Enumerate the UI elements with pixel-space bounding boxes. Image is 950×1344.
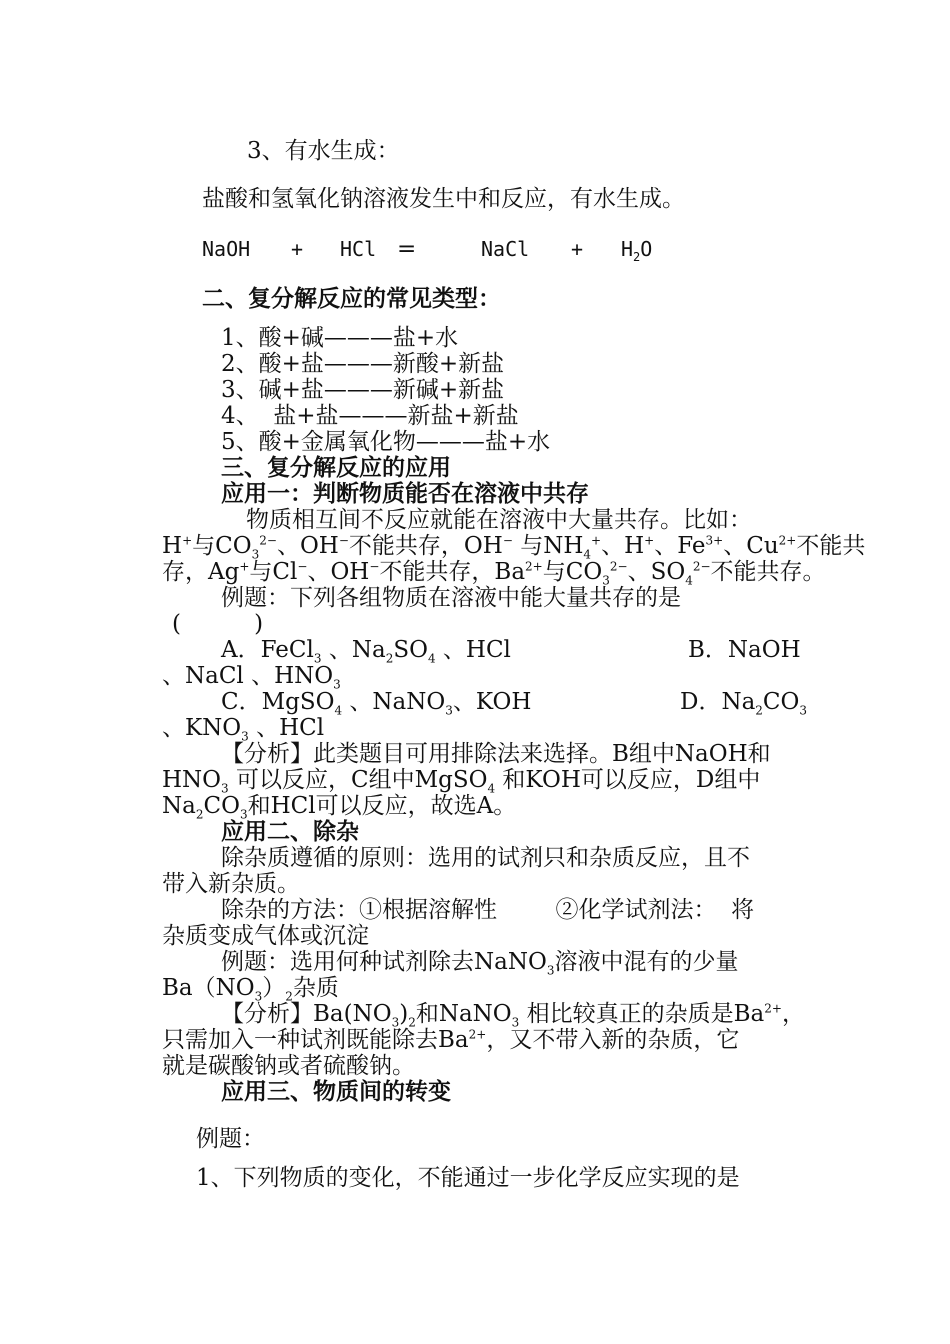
charge: 2− <box>259 533 277 548</box>
example-text: 杂质 <box>292 975 339 1001</box>
eq-water-o: O <box>640 237 653 261</box>
ion-nh4: NH <box>543 533 584 559</box>
ion-oh: OH <box>299 533 339 559</box>
analysis2-line-1 <box>221 1001 805 1030</box>
option-a-text: SO <box>393 637 428 663</box>
text-and: 与 <box>520 533 544 559</box>
option-d-text: 、KNO <box>162 715 242 741</box>
text-cannot-coexist: 不能共存。 <box>710 559 826 585</box>
charge: + <box>591 533 602 548</box>
application1-intro: 物质相互间不反应就能在溶液中大量共存。比如： <box>246 507 752 533</box>
charge: − <box>297 559 308 574</box>
option-d-text: 、HCl <box>248 715 325 741</box>
charge: 3+ <box>705 533 724 548</box>
option-a <box>221 637 511 666</box>
charge: + <box>239 559 250 574</box>
analysis-text: 相比较真正的杂质是Ba <box>519 1001 765 1027</box>
option-c-text: C．MgSO <box>221 689 335 715</box>
subscript: 3 <box>241 729 249 744</box>
types-heading: 二、复分解反应的常见类型： <box>202 285 501 312</box>
example2-line-1 <box>221 949 739 978</box>
option-c <box>221 689 532 718</box>
example-text: 溶液中混有的少量 <box>554 949 739 975</box>
ion-so4: SO <box>650 559 686 585</box>
option-d-cont <box>162 715 325 744</box>
option-b-cont <box>162 663 341 692</box>
analysis1-line-2 <box>162 767 761 796</box>
section3-heading: 3、有水生成： <box>247 138 400 164</box>
ion-cu: Cu <box>746 533 779 559</box>
ion-fe: Fe <box>677 533 706 559</box>
charge: 2+ <box>764 1001 782 1016</box>
subscript: 3 <box>239 807 248 822</box>
analysis-text: ) <box>399 1001 409 1027</box>
charge: − <box>369 559 380 574</box>
subscript: 2 <box>195 807 204 822</box>
analysis2-line-3: 就是碳酸钠或者硫酸钠。 <box>162 1053 415 1079</box>
charge: 2+ <box>778 533 797 548</box>
example-text: ） <box>262 975 286 1001</box>
analysis-text: 和HCl可以反应，故选A。 <box>247 793 517 819</box>
ion-co3: CO <box>565 559 603 585</box>
subscript: 2 <box>755 703 763 718</box>
application2-principle-1: 除杂质遵循的原则：选用的试剂只和杂质反应，且不 <box>221 845 750 871</box>
ion-ba: Ba <box>494 559 526 585</box>
charge: + <box>644 533 655 548</box>
eq-water-sub: 2 <box>633 250 641 264</box>
ion-ag: Ag <box>208 559 240 585</box>
eq-naoh: NaOH <box>202 237 251 261</box>
separator: 、 <box>307 559 331 585</box>
analysis-text: 只需加入一种试剂既能除去Ba <box>162 1027 469 1053</box>
separator: 、 <box>276 533 300 559</box>
type-item: 4、 盐+盐———新盐+新盐 <box>221 403 519 429</box>
option-a-text: 、Na <box>321 637 386 663</box>
application2-heading: 应用二、除杂 <box>221 818 359 845</box>
eq-plus-1: + <box>291 237 304 261</box>
subscript: 4 <box>487 781 496 796</box>
analysis-text: 可以反应，C组中MgSO <box>228 767 488 793</box>
text-exist: 存， <box>162 559 208 585</box>
application3-heading: 应用三、物质间的转变 <box>221 1078 451 1105</box>
ion-co3: CO <box>215 533 252 559</box>
subscript: 4 <box>685 573 693 588</box>
text-cannot-coexist: 不能共存， <box>379 559 495 585</box>
subscript: 4 <box>427 651 436 666</box>
text-and: 与 <box>249 559 273 585</box>
option-c-text: 、NaNO <box>342 689 446 715</box>
analysis-text: HNO <box>162 767 222 793</box>
option-a-text: 、HCl <box>435 637 511 663</box>
example2-line-2 <box>162 975 339 1004</box>
question-1: 1、下列物质的变化，不能通过一步化学反应实现的是 <box>196 1165 740 1191</box>
subscript: 3 <box>313 651 322 666</box>
application-heading: 三、复分解反应的应用 <box>221 454 451 481</box>
subscript: 3 <box>799 703 808 718</box>
application1-heading: 应用一：判断物质能否在溶液中共存 <box>221 480 589 507</box>
subscript: 3 <box>391 1015 400 1030</box>
subscript: 4 <box>583 547 592 562</box>
analysis-text: 和KOH可以反应，D组中 <box>495 767 761 793</box>
text-and: 与 <box>192 533 216 559</box>
analysis-text: ，又不带入新的杂质，它 <box>486 1027 740 1053</box>
text-cannot-coexist: 不能共存， <box>348 533 464 559</box>
subscript: 3 <box>445 703 453 718</box>
eq-hcl: HCl <box>340 237 377 261</box>
charge: − <box>502 533 513 548</box>
subscript: 3 <box>254 989 263 1004</box>
analysis-text: CO <box>203 793 240 819</box>
analysis-text: Na <box>162 793 196 819</box>
option-d <box>680 689 808 718</box>
ion-h: H <box>162 533 183 559</box>
subscript: 3 <box>251 547 260 562</box>
subscript: 3 <box>221 781 229 796</box>
option-b-text: 、NaCl 、HNO <box>162 663 334 689</box>
water-description: 盐酸和氢氧化钠溶液发生中和反应，有水生成。 <box>202 186 685 212</box>
example1-answer-blank: ( ) <box>172 611 264 637</box>
ion-oh: OH <box>330 559 370 585</box>
example-text: 例题：选用何种试剂除去NaNO <box>221 949 547 975</box>
charge: 2− <box>692 559 711 574</box>
ion-oh: OH <box>463 533 503 559</box>
subscript: 2 <box>408 1015 416 1030</box>
eq-nacl: NaCl <box>481 237 530 261</box>
separator: 、 <box>723 533 747 559</box>
charge: − <box>338 533 349 548</box>
subscript: 3 <box>511 1015 520 1030</box>
type-item: 1、酸+碱———盐+水 <box>221 325 459 351</box>
separator: 、 <box>601 533 625 559</box>
charge: + <box>182 533 193 548</box>
application2-principle-2: 带入新杂质。 <box>162 871 300 897</box>
analysis-text: 和NaNO <box>415 1001 512 1027</box>
analysis2-line-2 <box>162 1027 739 1053</box>
ions-line-2 <box>162 559 826 588</box>
subscript: 4 <box>334 703 343 718</box>
subscript: 3 <box>602 573 610 588</box>
separator: 、 <box>654 533 678 559</box>
option-b: B．NaOH <box>688 637 801 663</box>
ions-line-1 <box>162 533 866 562</box>
separator: 、 <box>627 559 651 585</box>
option-d-text: CO <box>762 689 800 715</box>
application2-method-1: 除杂的方法：①根据溶解性 ②化学试剂法： 将 <box>221 897 755 923</box>
charge: 2+ <box>525 559 543 574</box>
text-and: 与 <box>542 559 566 585</box>
analysis1-line-1: 【分析】此类题目可用排除法来选择。B组中NaOH和 <box>221 741 771 767</box>
charge: 2+ <box>468 1027 487 1042</box>
type-item: 5、酸+金属氧化物———盐+水 <box>221 429 551 455</box>
charge: 2− <box>609 559 628 574</box>
neutralization-equation <box>0 236 950 262</box>
eq-plus-2: + <box>571 237 584 261</box>
example-label: 例题： <box>196 1126 265 1152</box>
ion-h: H <box>624 533 645 559</box>
subscript: 2 <box>385 651 394 666</box>
eq-equals: = <box>397 236 417 262</box>
subscript: 3 <box>546 963 555 978</box>
text-cannot-coexist: 不能共 <box>796 533 866 559</box>
application2-method-2: 杂质变成气体或沉淀 <box>162 923 369 949</box>
type-item: 3、碱+盐———新碱+新盐 <box>221 377 505 403</box>
option-d-text: D．Na <box>680 689 756 715</box>
type-item: 2、酸+盐———新酸+新盐 <box>221 351 505 377</box>
analysis-text: ， <box>781 1001 805 1027</box>
eq-water-h: H <box>621 237 634 261</box>
analysis1-line-3 <box>162 793 517 822</box>
option-a-text: A．FeCl <box>221 637 314 663</box>
ion-cl: Cl <box>272 559 298 585</box>
subscript: 2 <box>285 989 293 1004</box>
example-text: Ba（NO <box>162 975 255 1001</box>
example1-prompt: 例题：下列各组物质在溶液中能大量共存的是 <box>221 585 681 611</box>
analysis-text: 【分析】Ba(NO <box>221 1001 392 1027</box>
eq-water <box>621 236 652 262</box>
option-c-text: 、KOH <box>452 689 532 715</box>
subscript: 3 <box>333 677 341 692</box>
